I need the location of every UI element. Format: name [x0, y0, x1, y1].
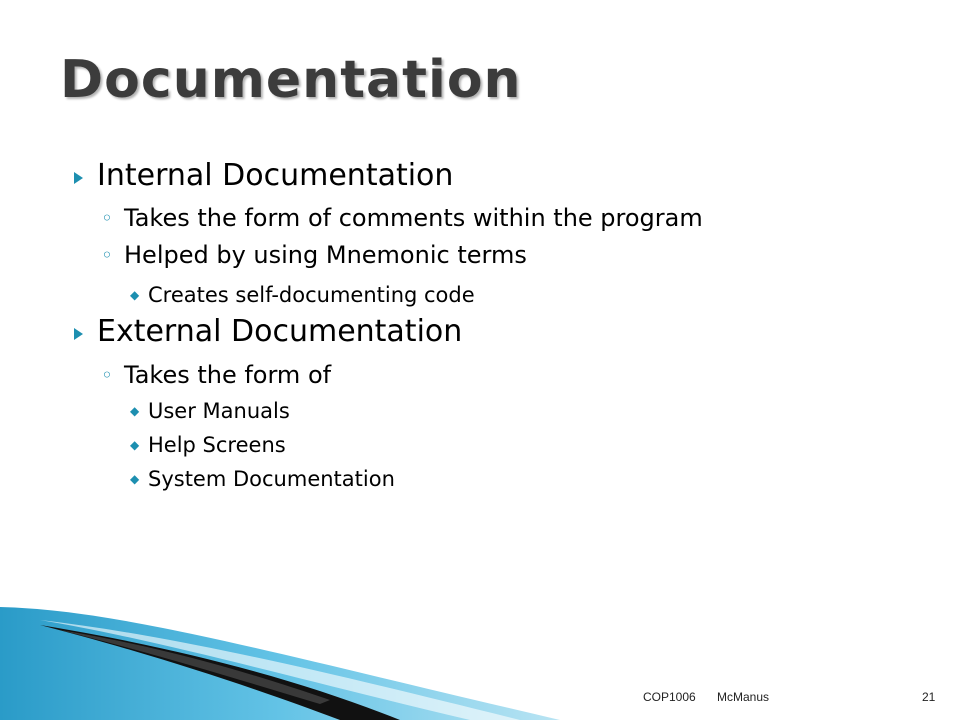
- diamond-bullet-icon: ◆: [130, 438, 140, 452]
- list-item-text: User Manuals: [148, 399, 290, 423]
- triangle-bullet-icon: [74, 328, 83, 340]
- list-item-text: Help Screens: [148, 433, 286, 457]
- list-item-text: External Documentation: [97, 314, 463, 349]
- triangle-bullet-icon: [74, 172, 83, 184]
- circle-bullet-icon: ◦: [101, 363, 113, 387]
- circle-bullet-icon: ◦: [101, 243, 113, 267]
- page-title: Documentation: [60, 50, 522, 110]
- list-item-text: Helped by using Mnemonic terms: [124, 241, 527, 269]
- footer-course: COP1006: [643, 690, 696, 704]
- list-item-text: Takes the form of: [124, 361, 332, 389]
- list-item-text: Creates self-documenting code: [148, 283, 475, 307]
- footer-page-number: 21: [922, 690, 936, 704]
- list-item-text: System Documentation: [148, 467, 395, 491]
- list-item-text: Takes the form of comments within the program: [124, 204, 703, 232]
- diamond-bullet-icon: ◆: [130, 288, 140, 302]
- list-item-text: Internal Documentation: [97, 158, 454, 193]
- circle-bullet-icon: ◦: [101, 206, 113, 230]
- diamond-bullet-icon: ◆: [130, 404, 140, 418]
- footer-author: McManus: [717, 690, 770, 704]
- diamond-bullet-icon: ◆: [130, 472, 140, 486]
